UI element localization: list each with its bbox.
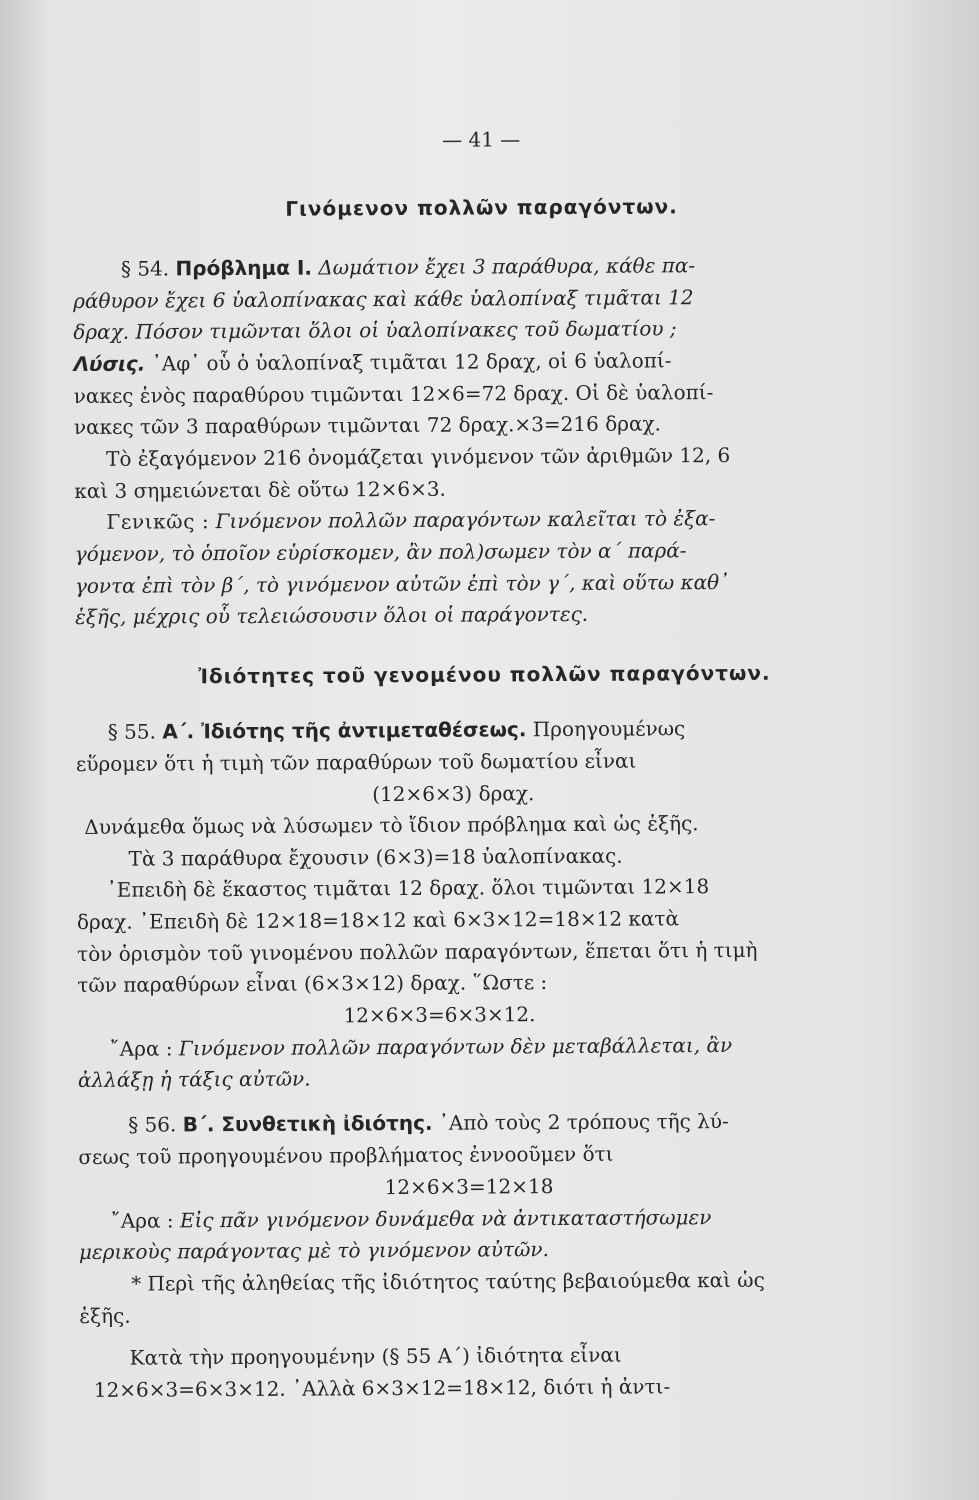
s56-line-2: σεως τοῦ προηγουμένου προβλήματος ἐννοοῦμεν ὅτι bbox=[78, 1141, 614, 1169]
s56-rule: Εἰς πᾶν γινόμενον δυνάμεθα νὰ ἀντικαταστήσωμεν bbox=[179, 1205, 712, 1233]
s55-line-8: τὸν ὁρισμὸν τοῦ γινομένου πολλῶν παραγόντων, ἕπεται ὅτι ἡ τιμὴ bbox=[77, 937, 758, 966]
s56-line-1 bbox=[128, 1109, 729, 1137]
s54-line-10: γόμενον, τὸ ὁποῖον εὑρίσκομεν, ἂν πολ)σωμεν τὸν α΄ παρά- bbox=[74, 538, 687, 566]
s54-line-6: νακες τῶν 3 παραθύρων τιμῶνται 72 δραχ.×3=216 δραχ. bbox=[73, 411, 662, 439]
s54-line-3: δραχ. Πόσον τιμῶνται ὅλοι οἱ ὑαλοπίνακες τοῦ δωματίου ; bbox=[73, 316, 677, 344]
s56-label: Β΄. Συνθετικὴ ἰδιότης. bbox=[182, 1110, 433, 1137]
s55-text: Προηγουμένως bbox=[532, 716, 686, 742]
s54-text: Δωμάτιον ἔχει 3 παράθυρα, κάθε πα- bbox=[318, 253, 696, 280]
s56-line-8: Κατὰ τὴν προηγουμένην (§ 55 Α΄) ἰδιότητα εἶναι bbox=[129, 1342, 622, 1370]
s56-number: § 56. bbox=[128, 1112, 177, 1137]
s54-line-9 bbox=[106, 506, 715, 534]
solution-label: Λύσις. bbox=[73, 351, 146, 376]
heading-product-of-factors: Γινόμενον πολλῶν παραγόντων. bbox=[285, 194, 678, 221]
therefore-label: ῎Αρα : bbox=[109, 1036, 173, 1061]
s54-line-7: Τὸ ἐξαγόμενον 216 ὀνομάζεται γινόμενον τῶν ἀριθμῶν 12, 6 bbox=[106, 442, 731, 471]
s56-line-7: ἑξῆς. bbox=[79, 1303, 131, 1328]
s54-line-8: καὶ 3 σημειώνεται δὲ οὕτω 12×6×3. bbox=[74, 476, 446, 503]
s55-line-5: Τὰ 3 παράθυρα ἔχουσιν (6×3)=18 ὑαλοπίνακας. bbox=[128, 843, 623, 871]
s54-line-11: γοντα ἐπὶ τὸν β΄, τὸ γινόμενον αὐτῶν ἐπὶ τὸν γ΄, καὶ οὕτω καθ᾿ bbox=[74, 569, 730, 598]
s55-formula-1: (12×6×3) δραχ. bbox=[372, 781, 535, 807]
s55-line-7: δραχ. ᾿Επειδὴ δὲ 12×18=18×12 καὶ 6×3×12=18×12 κατὰ bbox=[76, 906, 680, 934]
s55-rule: Γινόμενον πολλῶν παραγόντων δὲν μεταβάλλεται, ἂν bbox=[178, 1032, 733, 1061]
page-number: — 41 — bbox=[442, 127, 521, 152]
s56-line-6: * Περὶ τῆς ἀληθείας τῆς ἰδιότητος ταύτης βεβαιούμεθα καὶ ὡς bbox=[131, 1267, 765, 1296]
s55-formula-2: 12×6×3=6×3×12. bbox=[343, 1002, 536, 1028]
s55-line-4: Δυνάμεθα ὅμως νὰ λύσωμεν τὸ ἴδιον πρόβλημα καὶ ὡς ἑξῆς. bbox=[84, 811, 699, 839]
s54-line-1 bbox=[121, 253, 695, 281]
s55-line-12: ἀλλάξῃ ἡ τάξις αὐτῶν. bbox=[77, 1066, 311, 1092]
s54-line-9-text: Γινόμενον πολλῶν παραγόντων καλεῖται τὸ ἐξα- bbox=[215, 506, 716, 534]
heading-properties: Ἰδιότητες τοῦ γενομένου πολλῶν παραγόντων. bbox=[198, 660, 771, 689]
s56-line-4 bbox=[111, 1205, 712, 1233]
s56-text: ᾿Απὸ τοὺς 2 τρόπους τῆς λύ- bbox=[438, 1109, 729, 1135]
s54-label: Πρόβλημα Ι. bbox=[175, 255, 313, 281]
s56-formula-1: 12×6×3=12×18 bbox=[384, 1174, 554, 1200]
therefore-label-2: ῎Αρα : bbox=[110, 1208, 174, 1233]
s55-line-11 bbox=[110, 1033, 733, 1061]
s54-line-4-text: ᾿Αφ᾿ οὗ ὁ ὑαλοπίναξ τιμᾶται 12 δραχ, οἱ 6 ὑαλοπί- bbox=[151, 348, 672, 376]
s56-line-9: 12×6×3=6×3×12. ᾿Αλλὰ 6×3×12=18×12, διότι ἡ ἀντι- bbox=[93, 1374, 671, 1402]
s56-line-5: μερικοὺς παράγοντας μὲ τὸ γινόμενον αὐτῶν. bbox=[78, 1237, 549, 1264]
s54-line-2: ράθυρον ἔχει 6 ὑαλοπίνακας καὶ κάθε ὑαλοπίναξ τιμᾶται 12 bbox=[73, 285, 694, 313]
s55-line-9: τῶν παραθύρων εἶναι (6×3×12) δραχ. ῞Ωστε : bbox=[77, 970, 548, 997]
page-content bbox=[72, 107, 890, 1402]
s55-label: Α΄. Ἰδιότης τῆς ἀντιμεταθέσεως. bbox=[162, 717, 527, 744]
generally-label: Γενικῶς : bbox=[106, 509, 210, 534]
s54-number: § 54. bbox=[120, 256, 170, 281]
s55-number: § 55. bbox=[107, 719, 157, 744]
s55-line-6: ᾿Επειδὴ δὲ ἕκαστος τιμᾶται 12 δραχ. ὅλοι τιμῶνται 12×18 bbox=[106, 874, 710, 902]
s54-line-5: νακες ἑνὸς παραθύρου τιμῶνται 12×6=72 δραχ. Οἱ δὲ ὑαλοπί- bbox=[73, 380, 714, 408]
s55-line-1 bbox=[108, 716, 686, 744]
s55-line-2: εὕρομεν ὅτι ἡ τιμὴ τῶν παραθύρων τοῦ δωματίου εἶναι bbox=[75, 748, 637, 776]
s54-line-4 bbox=[73, 348, 671, 376]
s54-line-12: ἑξῆς, μέχρις οὗ τελειώσουσιν ὅλοι οἱ παράγοντες. bbox=[75, 601, 589, 629]
